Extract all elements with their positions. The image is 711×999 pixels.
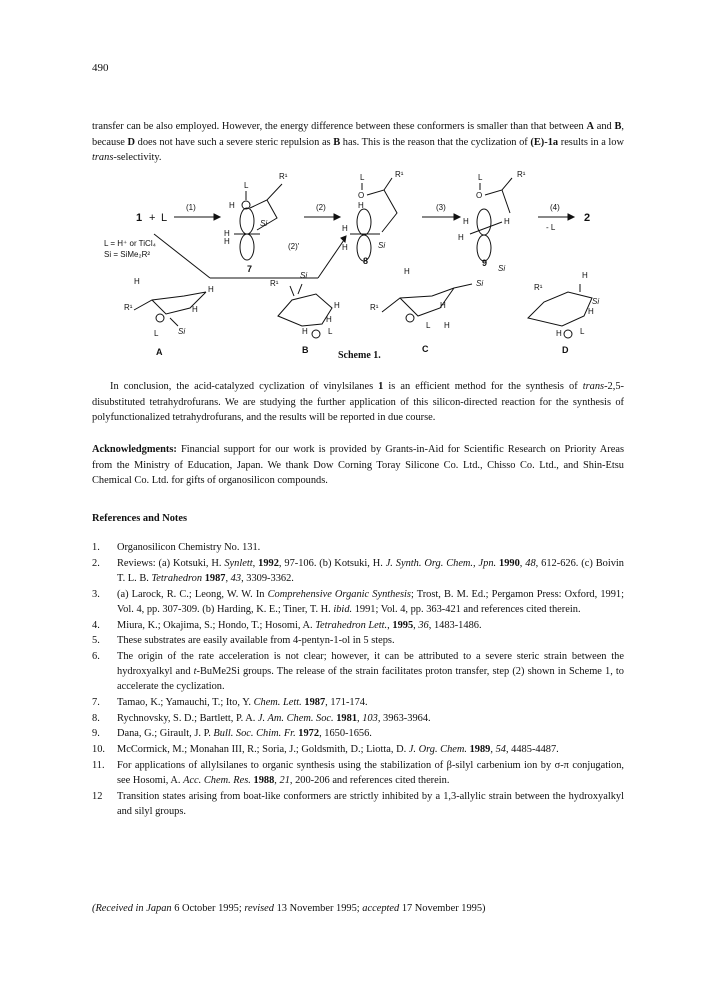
svg-text:H: H	[440, 301, 446, 310]
reference-item	[92, 649, 624, 695]
svg-text:L: L	[426, 321, 431, 330]
reference-text: Rychnovsky, S. D.; Bartlett, P. A.	[117, 712, 258, 724]
reference-number: 5.	[92, 635, 100, 647]
reference-text: 1992	[258, 557, 279, 569]
reference-text: Organosilicon Chemistry No. 131.	[117, 542, 261, 553]
svg-text:Si: Si	[592, 297, 600, 306]
svg-text:O: O	[476, 191, 483, 200]
cond-1: L = H⁺ or TiCl₄	[104, 239, 156, 248]
reference-text: ; Trost, B. M. Ed.; Pergamon Press: Oxford, 1991; Vol. 4, pp. 307-309. (b) Harding, K. E.; Tiner, T. H.	[117, 588, 624, 615]
reference-text: , 1483-1486.	[428, 619, 482, 631]
reference-text: Tamao, K.; Yamauchi, T.; Ito, Y.	[117, 697, 254, 709]
reference-text: , 4485-4487.	[505, 744, 559, 756]
product-2: 2	[584, 212, 591, 224]
reference-text: 1990	[499, 557, 520, 569]
reference-text: t	[193, 666, 197, 678]
svg-text:H: H	[192, 305, 198, 314]
step-2: (2)	[316, 203, 326, 212]
reference-text: ,	[413, 619, 419, 631]
reference-text: 1988	[253, 775, 275, 787]
reference-text: 1981	[336, 712, 358, 724]
reference-item	[92, 695, 624, 710]
conformer-B-drawing	[270, 271, 340, 355]
reference-item	[92, 540, 624, 555]
reference-text: ,	[252, 557, 259, 569]
reference-text: 21	[279, 775, 290, 787]
reference-item	[92, 633, 624, 648]
svg-text:H: H	[504, 217, 510, 226]
reference-text: 48	[525, 557, 536, 569]
reference-item	[92, 618, 624, 633]
reference-text: 43	[230, 572, 242, 584]
svg-text:H: H	[444, 321, 450, 330]
reference-text: , 3309-3362.	[241, 572, 294, 584]
reference-text: ,	[490, 744, 496, 756]
svg-text:L: L	[360, 173, 365, 182]
reference-number: 4.	[92, 619, 100, 631]
reference-item	[92, 742, 624, 757]
scheme-1-figure	[92, 168, 624, 358]
intermediate-9-drawing	[458, 170, 526, 273]
reference-text: , 97-106. (b) Kotsuki, H.	[278, 557, 386, 569]
svg-text:H: H	[302, 327, 308, 336]
reference-text: Synlett	[224, 557, 253, 569]
conformer-D-label: D	[562, 345, 569, 355]
svg-text:L: L	[580, 327, 585, 336]
reference-text: Bull. Soc. Chim. Fr.	[213, 728, 296, 740]
reference-text: ibid.	[333, 603, 353, 615]
reference-text: Tetrahedron Lett.	[315, 619, 388, 631]
conformer-A-label: A	[156, 347, 163, 357]
svg-text:Si: Si	[476, 279, 484, 288]
reference-text: 36	[418, 619, 429, 631]
svg-text:H: H	[224, 229, 230, 238]
reference-text: , 612-626. (c) Boivin T. L. B.	[117, 557, 624, 584]
scheme-caption: Scheme 1.	[338, 350, 381, 358]
reference-number: 10.	[92, 744, 105, 756]
reference-text: These substrates are easily available from 4-pentyn-1-ol in 5 steps.	[117, 635, 395, 647]
svg-text:R¹: R¹	[279, 172, 288, 181]
svg-text:Si: Si	[378, 241, 386, 250]
reference-item	[92, 758, 624, 788]
svg-text:H: H	[326, 315, 332, 324]
svg-text:Si: Si	[300, 271, 308, 280]
reference-text: , 200-206 and references cited therein.	[289, 775, 450, 787]
reference-number: 1.	[92, 542, 100, 553]
conformer-B-label: B	[302, 345, 309, 355]
reference-number: 12	[92, 790, 103, 802]
svg-text:H: H	[134, 277, 140, 286]
reference-text: -BuMe2Si groups. The release of the strain facilitates proton transfer, step (2) shown in Scheme 1, to accelerate the cyclization.	[117, 666, 624, 693]
reference-text: Dana, G.; Girault, J. P.	[117, 728, 214, 740]
reference-text: ,	[519, 557, 526, 569]
start-L: L	[161, 212, 168, 224]
reference-text: Reviews: (a) Kotsuki, H.	[117, 557, 225, 569]
svg-text:H: H	[358, 201, 364, 210]
reference-text: J. Synth. Org. Chem., Jpn.	[385, 557, 497, 569]
reference-text: , 1650-1656.	[319, 728, 372, 740]
svg-text:H: H	[334, 301, 340, 310]
reference-number: 6.	[92, 650, 100, 662]
reference-text: Tetrahedron	[151, 572, 203, 584]
svg-text:Si: Si	[498, 264, 506, 273]
reference-text: For applications of allylsilanes to organic synthesis using the stabilization of β-silyl carbenium ion by σ-π conjugation, see Hosomi, A.	[117, 759, 624, 787]
reference-item	[92, 556, 624, 586]
svg-text:H: H	[342, 224, 348, 233]
svg-text:H: H	[556, 329, 562, 338]
reference-text: Transition states arising from boat-like conformers are strictly inhibited by a 1,3-allylic strain between the hydroxyalkyl and silyl groups.	[117, 790, 624, 817]
reference-text: Comprehensive Organic Synthesis	[267, 588, 411, 600]
conformer-D-drawing	[528, 271, 599, 355]
reference-number: 9.	[92, 728, 100, 740]
step-2-prime: (2)'	[288, 242, 300, 251]
svg-text:L: L	[154, 329, 159, 338]
svg-text:H: H	[463, 217, 469, 226]
acknowledgments-paragraph: Acknowledgments: Financial support for our work is provided by Grants-in-Aid for Scientific Research on Priority Areas from the Ministry of Education, Japan. We thank Dow Corning Toray Silicone Co. Ltd., Chisso Co. Ltd., and Shin-Etsu Chemical Co. Ltd. for gifts of organosilicon compounds.	[92, 444, 624, 486]
references-list	[92, 540, 624, 820]
svg-text:H: H	[588, 307, 594, 316]
conformer-C-drawing	[370, 267, 483, 354]
acknowledgments-label: Acknowledgments:	[92, 444, 177, 455]
svg-text:H: H	[458, 233, 464, 242]
svg-text:L: L	[244, 181, 249, 190]
reference-number: 7.	[92, 697, 100, 709]
reference-text: McCormick, M.; Monahan III, R.; Soria, J.; Goldsmith, D.; Liotta, D.	[117, 744, 409, 756]
compound-8-label: 8	[363, 256, 369, 266]
minus-L: - L	[546, 223, 556, 232]
reference-item	[92, 726, 624, 741]
reference-text: ,	[357, 712, 363, 724]
svg-text:L: L	[328, 327, 333, 336]
reference-number: 2.	[92, 557, 100, 569]
svg-text:Si: Si	[260, 219, 268, 228]
reference-text: 103	[362, 712, 378, 724]
reference-text: The origin of the rate acceleration is not clear; however, it can be attributed to a severe steric strain between the hydroxyalkyl and	[117, 650, 624, 678]
step-3: (3)	[436, 203, 446, 212]
reference-text: 1972	[298, 728, 320, 740]
reference-text: 1989	[469, 744, 491, 756]
svg-text:O: O	[358, 191, 365, 200]
reference-text: ,	[225, 572, 231, 584]
svg-text:R¹: R¹	[370, 303, 379, 312]
svg-text:L: L	[478, 173, 483, 182]
svg-text:R¹: R¹	[270, 279, 279, 288]
svg-text:Si: Si	[178, 327, 186, 336]
plus-sign: +	[149, 212, 156, 224]
intermediate-7-drawing	[224, 172, 288, 274]
conformer-C-label: C	[422, 344, 429, 354]
cond-2: Si = SiMe₂R²	[104, 250, 151, 259]
svg-text:H: H	[224, 237, 230, 246]
reference-text: 1987	[304, 697, 326, 709]
reference-text: J. Am. Chem. Soc.	[257, 712, 334, 724]
reference-number: 3.	[92, 588, 100, 600]
reference-number: 8.	[92, 712, 100, 724]
reference-text: Acc. Chem. Res.	[183, 775, 251, 787]
intro-paragraph: transfer can be also employed. However, the energy difference between these conformers is smaller than that between A and B, because D does not have such a severe steric repulsion as B has. This is the reason that the cyclization of (E)-1a results in a low trans-selectivity.	[92, 121, 625, 163]
svg-text:H: H	[229, 201, 235, 210]
reference-text: 1995	[392, 619, 414, 631]
compound-7-label: 7	[247, 264, 253, 274]
step-1: (1)	[186, 203, 196, 212]
intermediate-8-drawing	[342, 170, 404, 266]
reference-item	[92, 711, 624, 726]
reference-number: 11.	[92, 759, 105, 771]
reference-text: , 3963-3964.	[377, 712, 431, 724]
start-1: 1	[136, 212, 143, 224]
reference-text: Chem. Lett.	[253, 697, 302, 709]
reference-text: (a) Larock, R. C.; Leong, W. W. In	[117, 588, 268, 600]
svg-text:R¹: R¹	[517, 170, 526, 179]
reference-item	[92, 789, 624, 819]
svg-text:H: H	[342, 243, 348, 252]
compound-9-label: 9	[482, 258, 488, 268]
reference-text: 54	[495, 744, 506, 756]
reference-text: ,	[387, 619, 393, 631]
reference-text: Miura, K.; Okajima, S.; Hondo, T.; Hosomi, A.	[117, 619, 316, 631]
svg-text:H: H	[208, 285, 214, 294]
reference-text: ,	[274, 775, 280, 787]
svg-text:R¹: R¹	[395, 170, 404, 179]
svg-text:H: H	[404, 267, 410, 276]
conclusion-paragraph: In conclusion, the acid-catalyzed cyclization of vinylsilanes 1 is an efficient method for the synthesis of trans-2,5-disubstituted tetrahydrofurans. We are studying the further application of this silicon-directed reaction for the synthesis of polyfunctionalized tetrahydrofurans, and the results will be reported in due course.	[92, 381, 624, 423]
references-heading: References and Notes	[92, 513, 188, 524]
svg-text:H: H	[582, 271, 588, 280]
reference-text: J. Org. Chem.	[408, 744, 467, 756]
received-dates: (Received in Japan 6 October 1995; revised 13 November 1995; accepted 17 November 1995)	[92, 903, 486, 914]
reference-text: , 171-174.	[325, 697, 368, 709]
reference-item	[92, 587, 624, 617]
conformer-A-drawing	[124, 277, 214, 357]
reference-text: 1987	[204, 572, 226, 584]
page-number: 490	[92, 62, 109, 74]
step-4: (4)	[550, 203, 560, 212]
reference-text: 1991; Vol. 4, pp. 363-421 and references cited therein.	[352, 603, 581, 615]
svg-text:R¹: R¹	[534, 283, 543, 292]
svg-text:R¹: R¹	[124, 303, 133, 312]
